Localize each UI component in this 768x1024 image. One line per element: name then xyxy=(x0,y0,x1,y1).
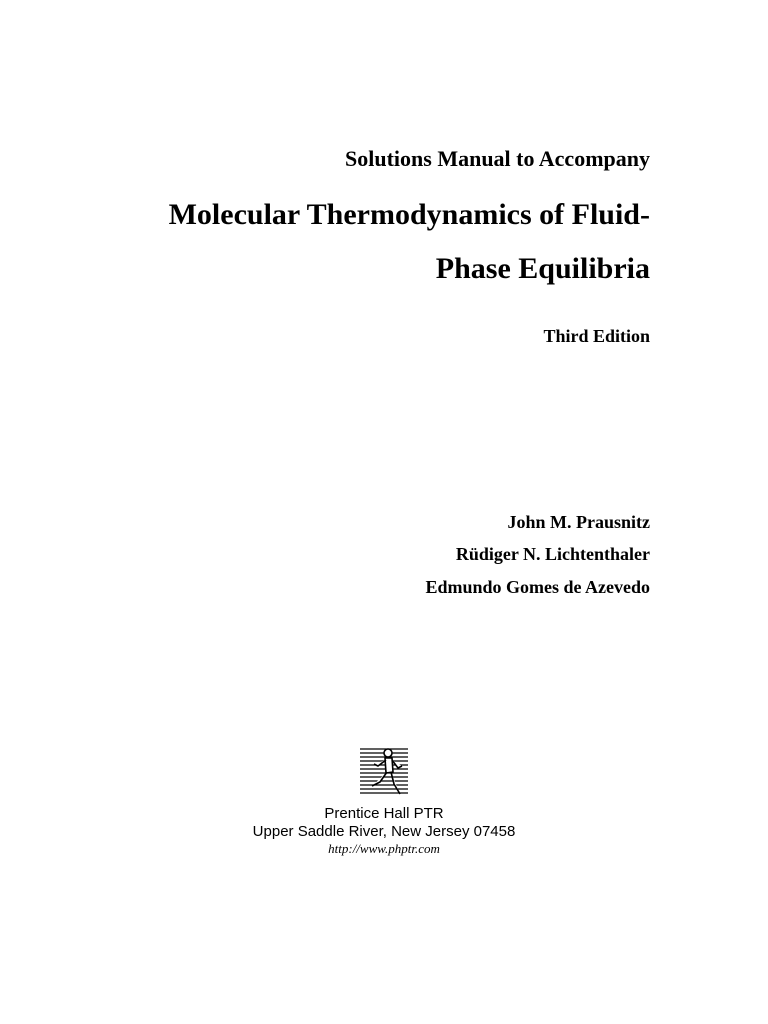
book-title-line-2: Phase Equilibria xyxy=(435,252,650,285)
book-title-line-1: Molecular Thermodynamics of Fluid- xyxy=(168,198,650,231)
publisher-name: Prentice Hall PTR xyxy=(324,805,444,822)
edition: Third Edition xyxy=(543,326,650,346)
author-3: Edmundo Gomes de Azevedo xyxy=(425,577,650,597)
publisher-address: Upper Saddle River, New Jersey 07458 xyxy=(252,823,516,840)
author-2: Rüdiger N. Lichtenthaler xyxy=(455,544,650,564)
publisher-url-link[interactable]: http://www.phptr.com xyxy=(328,841,440,856)
subtitle: Solutions Manual to Accompany xyxy=(345,146,650,171)
author-1: John M. Prausnitz xyxy=(507,512,650,532)
prentice-hall-striding-man-logo-icon xyxy=(358,746,410,798)
